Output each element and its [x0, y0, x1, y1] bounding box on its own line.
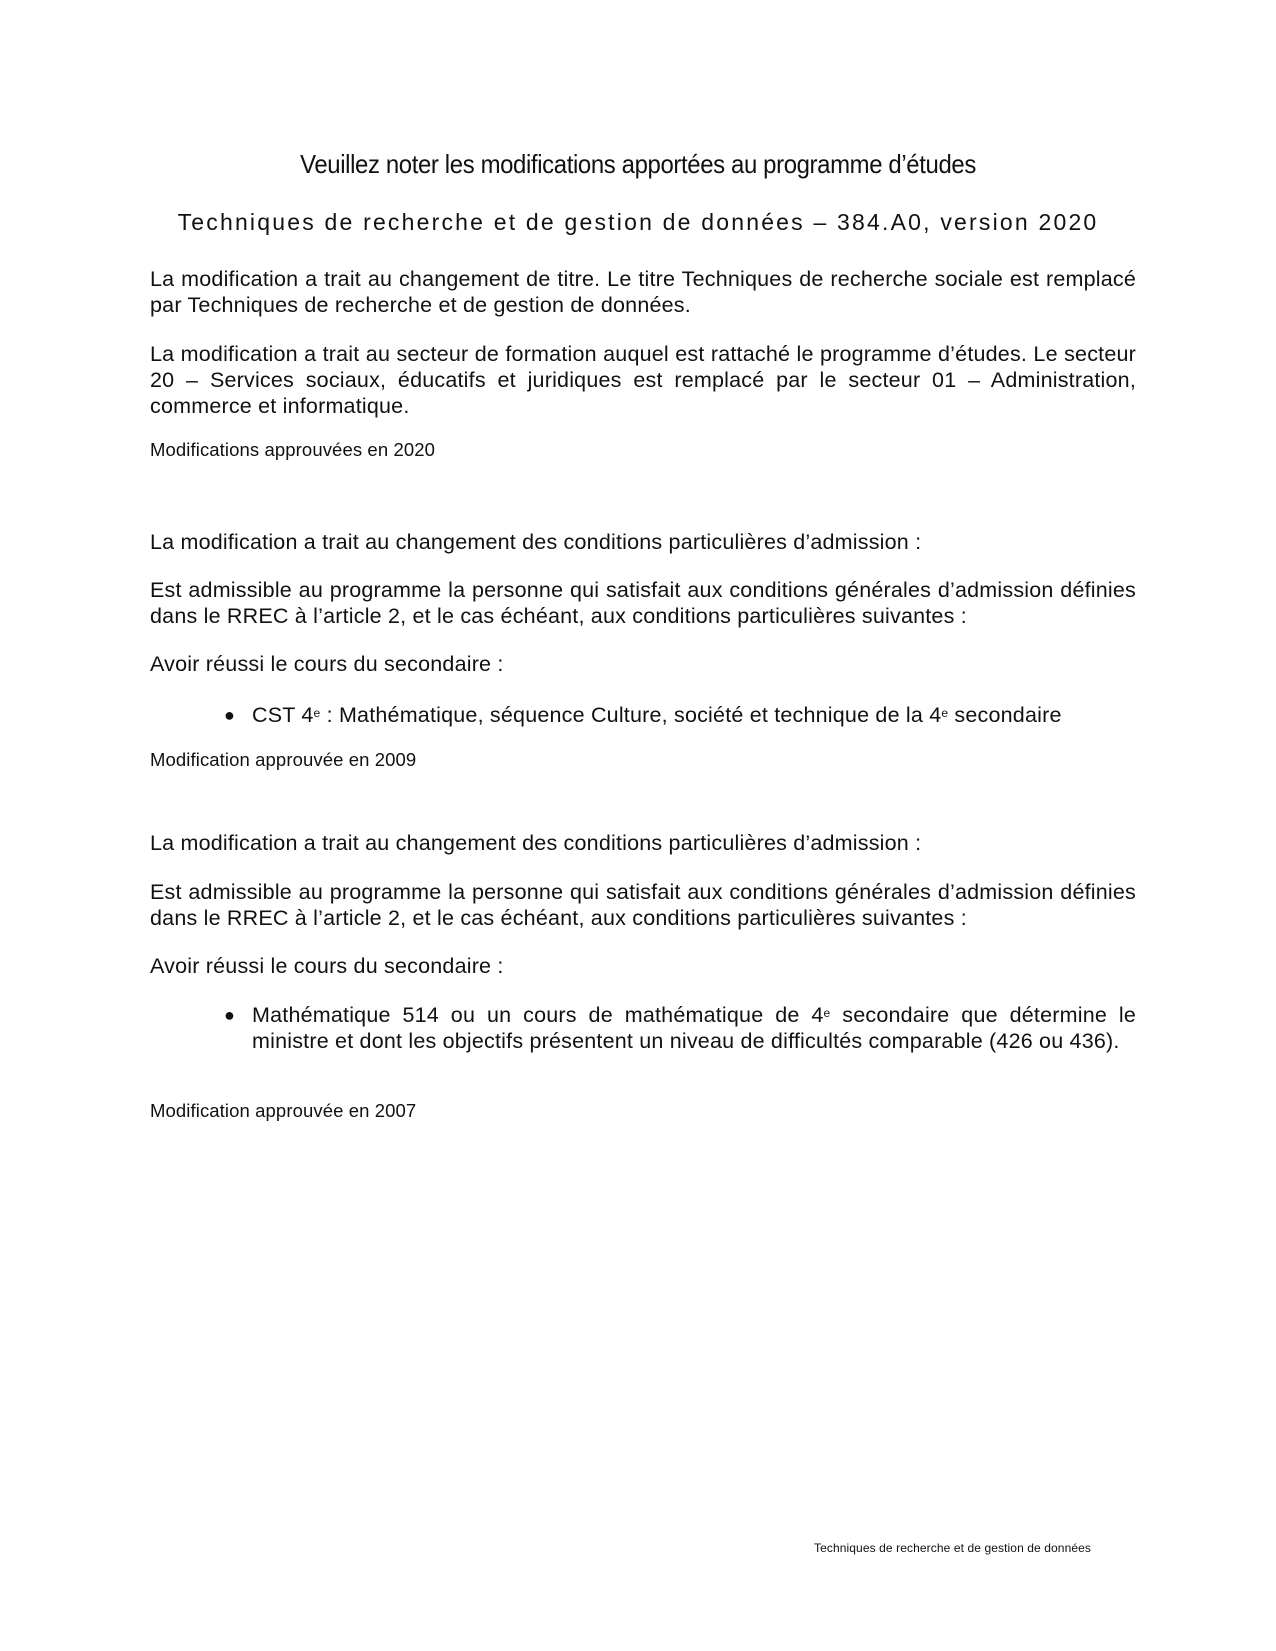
section-2007-prereq-block — [150, 953, 1136, 979]
bullet-dot-icon: ● — [224, 1005, 235, 1025]
section-2007-bullet — [224, 1002, 1136, 1054]
section-2020-para1: La modification a trait au changement de titre. Le titre Techniques de recherche sociale est remplacé par Techniques de recherche et de gestion de données. — [150, 267, 1136, 317]
section-2009-admission: Est admissible au programme la personne qui satisfait aux conditions générales d’admission définies dans le RREC à l’article 2, et le cas échéant, aux conditions particulières suivantes : — [150, 578, 1136, 628]
section-2009-bullet — [224, 702, 1136, 728]
bullet-dot-icon: ● — [224, 705, 235, 725]
section-2007-note-block — [150, 1099, 1136, 1123]
page-subtitle: Techniques de recherche et de gestion de données – 384.A0, version 2020 — [177, 209, 1099, 235]
section-2007-bullet-text: Mathématique 514 ou un cours de mathématique de 4e secondaire que détermine le ministre et dont les objectifs présentent un niveau de difficultés comparable (426 ou 436). — [252, 1003, 1137, 1053]
section-2009-prereq-block — [150, 651, 1136, 677]
section-2009-bullet-text: CST 4e : Mathématique, séquence Culture, société et technique de la 4e secondaire — [252, 703, 1062, 727]
section-2007-prereq: Avoir réussi le cours du secondaire : — [150, 954, 504, 978]
section-2007-intro-block — [150, 830, 1136, 856]
section-2007-admission: Est admissible au programme la personne qui satisfait aux conditions générales d’admission définies dans le RREC à l’article 2, et le cas échéant, aux conditions particulières suivantes : — [150, 880, 1136, 930]
page-footer: Techniques de recherche et de gestion de données — [814, 1541, 1091, 1555]
section-2009-admission-block — [150, 577, 1136, 629]
section-2020-note-block — [150, 438, 1136, 462]
section-2020-note: Modifications approuvées en 2020 — [150, 439, 435, 460]
section-2007-note: Modification approuvée en 2007 — [150, 1100, 417, 1121]
section-2020-para2: La modification a trait au secteur de formation auquel est rattaché le programme d’études. Le secteur 20 – Services sociaux, éducatifs et juridiques est remplacé par le secteur 01 – Administration, commerce et informatique. — [150, 342, 1136, 418]
section-2009-intro: La modification a trait au changement des conditions particulières d’admission : — [150, 530, 922, 554]
section-2020-para1-block — [150, 266, 1136, 318]
section-2009-intro-block — [150, 529, 1136, 555]
section-2009-prereq: Avoir réussi le cours du secondaire : — [150, 652, 504, 676]
section-2009-note-block — [150, 748, 1136, 772]
section-2009-note: Modification approuvée en 2009 — [150, 749, 417, 770]
section-2007-intro: La modification a trait au changement des conditions particulières d’admission : — [150, 831, 922, 855]
page-title: Veuillez noter les modifications apportées au programme d’études — [300, 149, 976, 179]
section-2020-para2-block — [150, 341, 1136, 419]
section-2007-admission-block — [150, 879, 1136, 931]
